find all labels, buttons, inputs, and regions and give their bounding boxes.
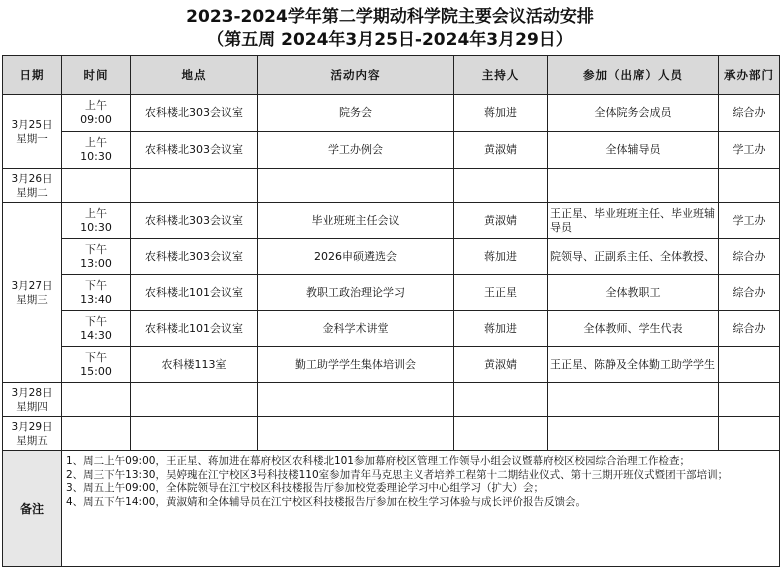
dept-cell bbox=[719, 347, 780, 383]
header-dept: 承办部门 bbox=[719, 56, 780, 95]
time-cell bbox=[62, 169, 131, 203]
attendees-cell bbox=[548, 417, 719, 451]
host-cell bbox=[454, 417, 548, 451]
attendees-cell bbox=[548, 383, 719, 417]
attendees-cell: 全体辅导员 bbox=[548, 132, 719, 169]
table-row bbox=[3, 203, 780, 239]
time-cell: 上午 10:30 bbox=[62, 203, 131, 239]
time-cell bbox=[62, 383, 131, 417]
host-cell: 黄淑婧 bbox=[454, 347, 548, 383]
content-cell bbox=[258, 169, 454, 203]
time-cell: 上午 10:30 bbox=[62, 132, 131, 169]
content-cell: 金科学术讲堂 bbox=[258, 311, 454, 347]
place-cell: 农科楼北101会议室 bbox=[131, 275, 258, 311]
host-cell: 蒋加进 bbox=[454, 95, 548, 132]
note-line: 3、周五上午09:00，全体院领导在江宁校区科技楼报告厅参加校党委理论学习中心组学习（扩大）会； bbox=[66, 482, 544, 495]
dept-cell: 综合办 bbox=[719, 275, 780, 311]
table-row bbox=[3, 417, 780, 451]
dept-cell: 学工办 bbox=[719, 132, 780, 169]
dept-cell: 综合办 bbox=[719, 239, 780, 275]
place-cell: 农科楼北303会议室 bbox=[131, 95, 258, 132]
dept-cell bbox=[719, 169, 780, 203]
note-line: 2、周三下午13:30，吴婷瑰在江宁校区3号科技楼110室参加青年马克思主义者培养工程第十二期结业仪式、第十三期开班仪式暨团干部培训； bbox=[66, 468, 729, 481]
header-content: 活动内容 bbox=[258, 56, 454, 95]
date-cell-fri: 3月29日 星期五 bbox=[3, 417, 62, 451]
header-row bbox=[3, 56, 780, 95]
place-cell: 农科楼北303会议室 bbox=[131, 203, 258, 239]
date-cell-wed: 3月27日 星期三 bbox=[3, 203, 62, 383]
host-cell: 王正星 bbox=[454, 275, 548, 311]
table-row bbox=[3, 95, 780, 132]
place-cell: 农科楼北303会议室 bbox=[131, 132, 258, 169]
time-cell: 下午 15:00 bbox=[62, 347, 131, 383]
title-line-2: （第五周 2024年3月25日-2024年3月29日） bbox=[207, 30, 573, 50]
dept-cell: 综合办 bbox=[719, 311, 780, 347]
attendees-cell bbox=[548, 169, 719, 203]
dept-cell bbox=[719, 383, 780, 417]
dept-cell: 综合办 bbox=[719, 95, 780, 132]
place-cell bbox=[131, 169, 258, 203]
place-cell bbox=[131, 417, 258, 451]
place-cell bbox=[131, 383, 258, 417]
header-date: 日期 bbox=[3, 56, 62, 95]
time-cell: 下午 13:40 bbox=[62, 275, 131, 311]
notes-body bbox=[62, 451, 780, 567]
note-line: 4、周五下午14:00，黄淑婧和全体辅导员在江宁校区科技楼报告厅参加在校生学习体验与成长评价报告反馈会。 bbox=[66, 495, 586, 508]
host-cell: 黄淑婧 bbox=[454, 132, 548, 169]
notes-label: 备注 bbox=[3, 451, 62, 567]
dept-cell bbox=[719, 417, 780, 451]
table-row bbox=[3, 347, 780, 383]
table-row bbox=[3, 132, 780, 169]
date-cell-mon: 3月25日 星期一 bbox=[3, 95, 62, 169]
time-cell: 上午 09:00 bbox=[62, 95, 131, 132]
attendees-cell: 全体教职工 bbox=[548, 275, 719, 311]
note-line: 1、周二上午09:00，王正星、蒋加进在幕府校区农科楼北101参加幕府校区管理工作领导小组会议暨幕府校区校园综合治理工作检查； bbox=[66, 455, 690, 467]
content-cell: 2026申硕遴选会 bbox=[258, 239, 454, 275]
attendees-cell: 全体院务会成员 bbox=[548, 95, 719, 132]
table-row bbox=[3, 239, 780, 275]
host-cell bbox=[454, 169, 548, 203]
title-line-1: 2023-2024学年第二学期动科学院主要会议活动安排 bbox=[186, 7, 594, 27]
content-cell: 毕业班班主任会议 bbox=[258, 203, 454, 239]
content-cell: 院务会 bbox=[258, 95, 454, 132]
notes-row bbox=[3, 451, 780, 567]
host-cell: 蒋加进 bbox=[454, 311, 548, 347]
header-place: 地点 bbox=[131, 56, 258, 95]
table-row bbox=[3, 275, 780, 311]
dept-cell: 学工办 bbox=[719, 203, 780, 239]
header-attendees: 参加（出席）人员 bbox=[548, 56, 719, 95]
table-row bbox=[3, 169, 780, 203]
host-cell: 蒋加进 bbox=[454, 239, 548, 275]
host-cell: 黄淑婧 bbox=[454, 203, 548, 239]
date-cell-thu: 3月28日 星期四 bbox=[3, 383, 62, 417]
time-cell: 下午 14:30 bbox=[62, 311, 131, 347]
content-cell: 勤工助学学生集体培训会 bbox=[258, 347, 454, 383]
place-cell: 农科楼北101会议室 bbox=[131, 311, 258, 347]
content-cell bbox=[258, 417, 454, 451]
host-cell bbox=[454, 383, 548, 417]
schedule-table bbox=[2, 55, 780, 567]
attendees-cell: 王正星、陈静及全体勤工助学学生 bbox=[548, 347, 719, 383]
content-cell bbox=[258, 383, 454, 417]
time-cell: 下午 13:00 bbox=[62, 239, 131, 275]
header-time: 时间 bbox=[62, 56, 131, 95]
attendees-cell: 全体教师、学生代表 bbox=[548, 311, 719, 347]
table-row bbox=[3, 311, 780, 347]
time-cell bbox=[62, 417, 131, 451]
date-cell-tue: 3月26日 星期二 bbox=[3, 169, 62, 203]
header-host: 主持人 bbox=[454, 56, 548, 95]
content-cell: 学工办例会 bbox=[258, 132, 454, 169]
place-cell: 农科楼北303会议室 bbox=[131, 239, 258, 275]
table-row bbox=[3, 383, 780, 417]
attendees-cell: 王正星、毕业班班主任、毕业班辅导员 bbox=[548, 203, 719, 239]
content-cell: 教职工政治理论学习 bbox=[258, 275, 454, 311]
attendees-cell: 院领导、正副系主任、全体教授、 bbox=[548, 239, 719, 275]
place-cell: 农科楼113室 bbox=[131, 347, 258, 383]
